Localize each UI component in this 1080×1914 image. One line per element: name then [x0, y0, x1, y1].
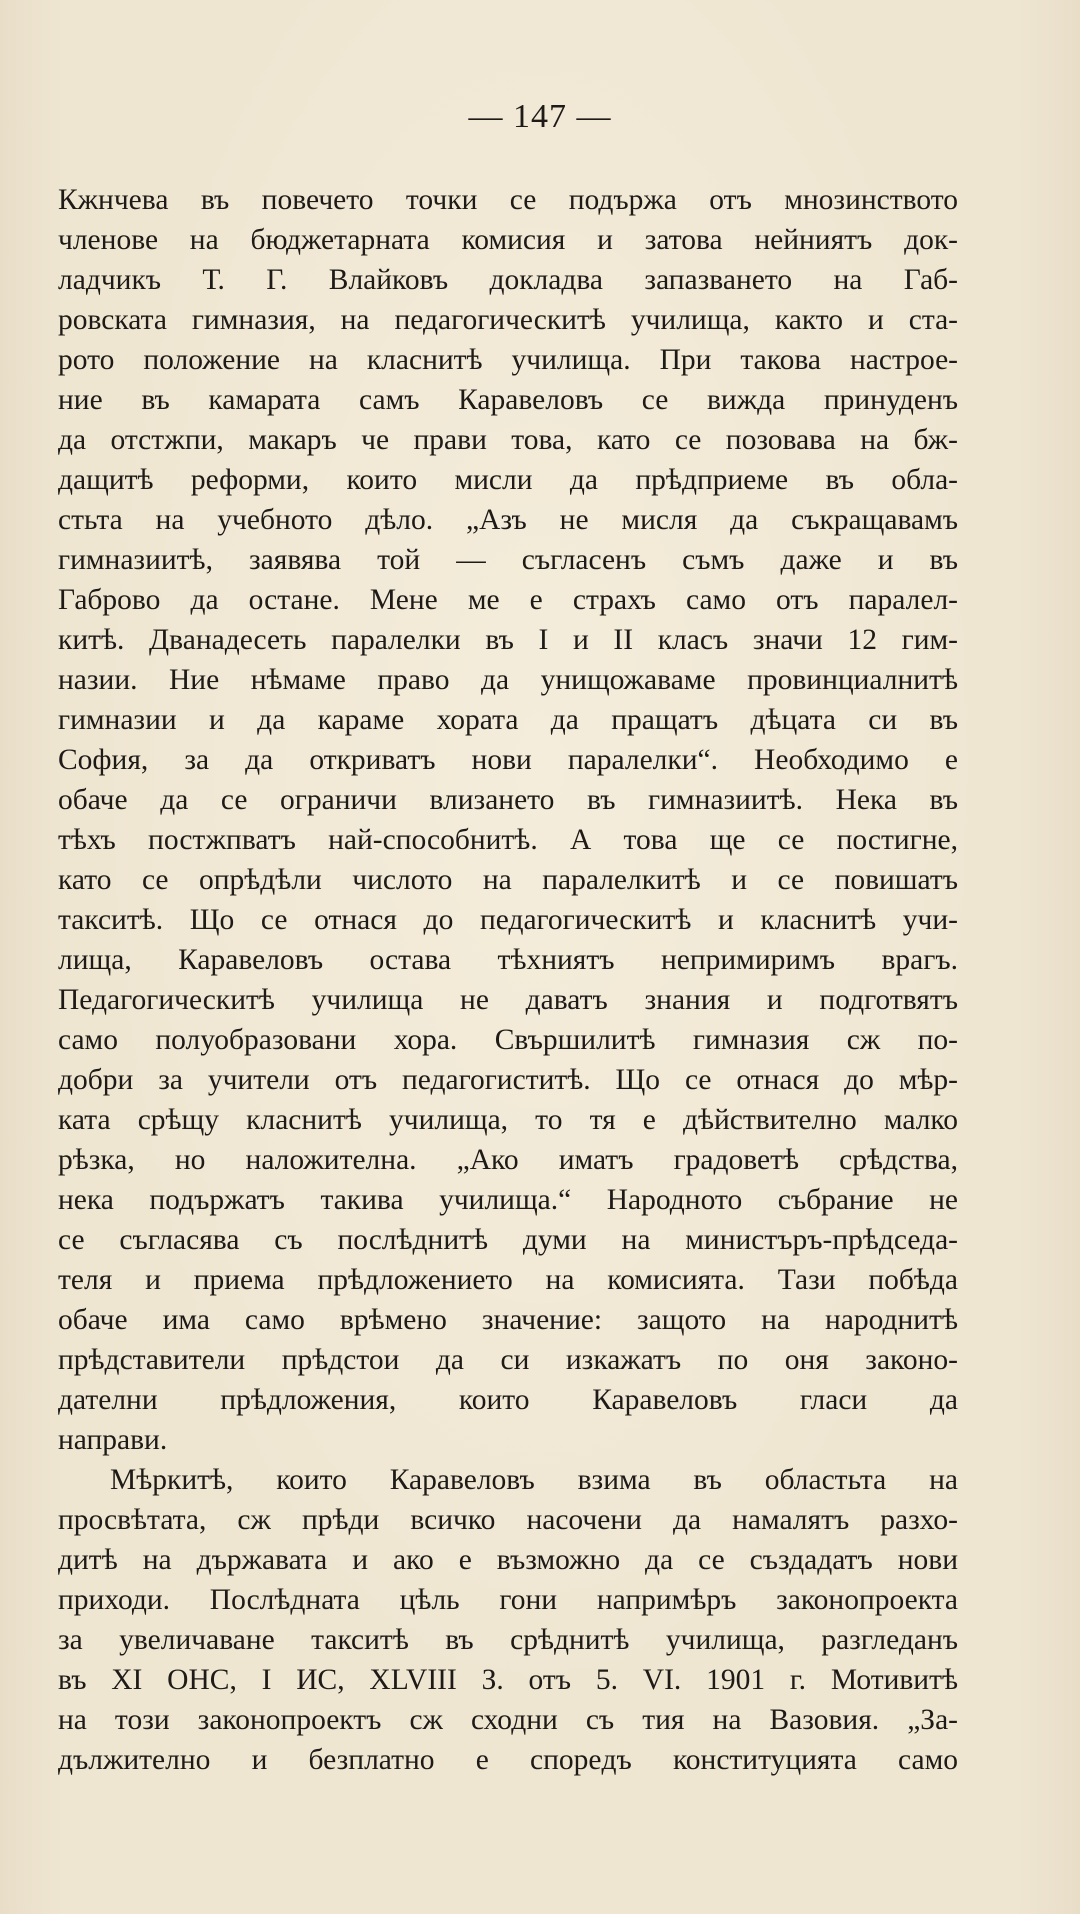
text-line: обаче да се ограничи влизането въ гимназиитѣ. Нека въ — [58, 784, 958, 816]
text-line: тѣхъ постжпватъ най-способнитѣ. А това ще се постигне, — [58, 824, 958, 856]
text-line: само полуобразовани хора. Свършилитѣ гимназия сж по- — [58, 1024, 958, 1056]
text-line: ровската гимназия, на педагогическитѣ училища, както и ста- — [58, 304, 958, 336]
text-line: рото положение на класнитѣ училища. При такова настрое- — [58, 344, 958, 376]
text-line: Кжнчева въ повечето точки се подържа отъ мнозинството — [58, 184, 958, 216]
text-line: като се опрѣдѣли числото на паралелкитѣ и се повишатъ — [58, 864, 958, 896]
text-line: гимназии и да караме хората да пращатъ дѣцата си въ — [58, 704, 958, 736]
text-line: такситѣ. Що се отнася до педагогическитѣ и класнитѣ учи- — [58, 904, 958, 936]
text-line: гимназиитѣ, заявява той — съгласенъ съмъ даже и въ — [58, 544, 958, 576]
text-line: китѣ. Дванадесеть паралелки въ I и II класъ значи 12 гим- — [58, 624, 958, 656]
page-number: — 147 — — [468, 98, 612, 135]
text-line: Педагогическитѣ училища не даватъ знания и подготвятъ — [58, 984, 958, 1016]
text-line: рѣзка, но наложителна. „Ако иматъ градоветѣ срѣдства, — [58, 1144, 958, 1176]
text-line: за увеличаване такситѣ въ срѣднитѣ училища, разгледанъ — [58, 1624, 958, 1656]
text-line: на този законопроектъ сж сходни съ тия на Вазовия. „За- — [58, 1704, 958, 1736]
text-line: членове на бюджетарната комисия и затова нейниятъ док- — [58, 224, 958, 256]
text-line: прѣдставители прѣдстои да си изкажатъ по оня законо- — [58, 1344, 958, 1376]
text-line: дитѣ на държавата и ако е възможно да се създадатъ нови — [58, 1544, 958, 1576]
text-line: теля и приема прѣдложението на комисията. Тази побѣда — [58, 1264, 958, 1296]
text-line: обаче има само врѣмено значение: защото на народнитѣ — [58, 1304, 958, 1336]
text-line: ката срѣщу класнитѣ училища, то тя е дѣйствително малко — [58, 1104, 958, 1136]
text-line: Габрово да остане. Мене ме е страхъ само отъ паралел- — [58, 584, 958, 616]
text-line: назии. Ние нѣмаме право да унищожаваме провинциалнитѣ — [58, 664, 958, 696]
text-line: ние въ камарата самъ Каравеловъ се вижда принуденъ — [58, 384, 958, 416]
text-line: лища, Каравеловъ остава тѣхниятъ непримиримъ врагъ. — [58, 944, 958, 976]
paragraph-end-line: направи. — [58, 1424, 168, 1456]
body-text — [58, 180, 958, 1780]
text-line: приходи. Послѣдната цѣль гони напримѣръ законопроекта — [58, 1584, 958, 1616]
text-line: нека подържатъ такива училища.“ Народното събрание не — [58, 1184, 958, 1216]
text-line: дължително и безплатно е спорeдъ конституцията само — [58, 1744, 958, 1776]
text-line: дащитѣ реформи, които мисли да прѣдприеме въ обла- — [58, 464, 958, 496]
paragraph-start-line: Мѣркитѣ, които Каравеловъ взима въ областьта на — [110, 1464, 958, 1496]
text-line: ладчикъ Т. Г. Влайковъ докладва запазването на Габ- — [58, 264, 958, 296]
text-line: добри за учители отъ педагогиститѣ. Що се отнася до мѣр- — [58, 1064, 958, 1096]
text-line: да отстжпи, макаръ че прави това, като се позовава на бж- — [58, 424, 958, 456]
text-line: стьта на учебното дѣло. „Азъ не мисля да съкращавамъ — [58, 504, 958, 536]
text-line: дателни прѣдложения, които Каравеловъ гласи да — [58, 1384, 958, 1416]
text-line: просвѣтата, сж прѣди всичко насочени да намалятъ разхо- — [58, 1504, 958, 1536]
text-line: София, за да откриватъ нови паралелки“. Необходимо е — [58, 744, 958, 776]
text-line: въ XI ОНС, I ИС, XLVIII З. отъ 5. VI. 1901 г. Мотивитѣ — [58, 1664, 958, 1696]
text-line: се съгласява съ послѣднитѣ думи на министъръ-прѣдседа- — [58, 1224, 958, 1256]
